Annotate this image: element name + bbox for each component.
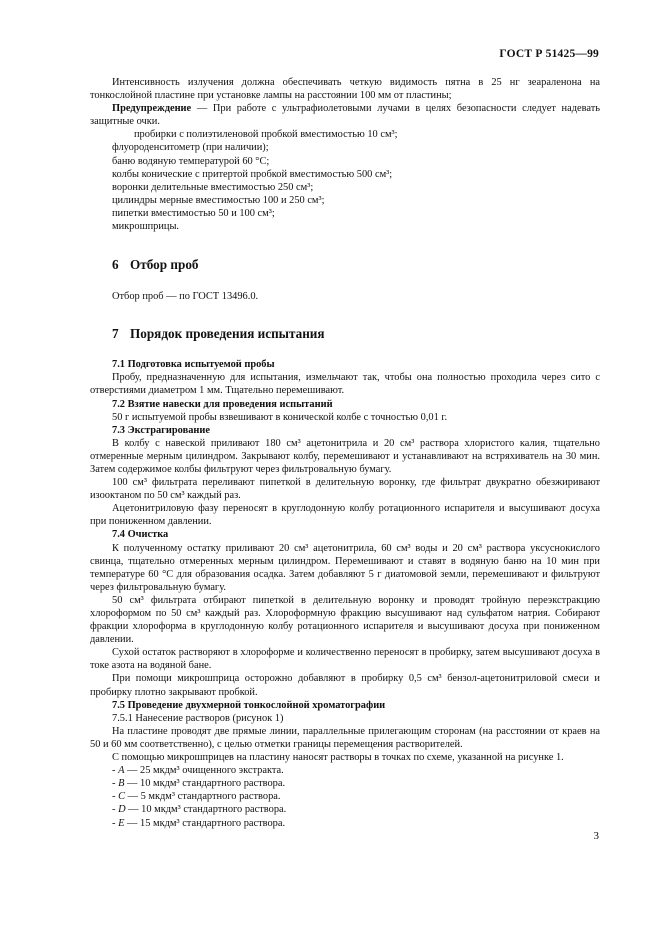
subsection-7-5-1-paragraph: С помощью микрошприцев на пластину наносят растворы в точках по схеме, указанной на рисунке 1. [112, 752, 564, 764]
section-6-title: Отбор проб [130, 257, 199, 273]
list-item: пробирки с полиэтиленовой пробкой вместимостью 10 см³; [134, 129, 398, 141]
subsection-7-1-title: 7.1 Подготовка испытуемой пробы [112, 359, 275, 371]
list-item: флуороденситометр (при наличии); [112, 142, 269, 154]
list-item: колбы конические с притертой пробкой вместимостью 500 см³; [112, 168, 393, 180]
subsection-7-2-title: 7.2 Взятие навески для проведения испытаний [112, 398, 333, 410]
subsection-7-4-paragraph: При помощи микрошприца осторожно добавляют в пробирку 0,5 см³ бензол-ацетонитриловой смеси и пробирку плотно закрывают пробкой. [90, 673, 600, 698]
list-item: цилиндры мерные вместимостью 100 и 250 см³; [112, 194, 325, 206]
subsection-7-2-text: 50 г испытуемой пробы взвешивают в конической колбе с точностью 0,01 г. [112, 411, 448, 423]
list-item: - E — 15 мкдм³ стандартного раствора. [112, 817, 286, 829]
section-6-text: Отбор проб — по ГОСТ 13496.0. [112, 291, 259, 303]
point-letter: B [118, 778, 125, 790]
subsection-7-3-paragraph: 100 см³ фильтрата переливают пипеткой в делительную воронку, где фильтрат двукратно обезжиривают изооктаном по 50 см³ каждый раз. [90, 477, 600, 502]
point-letter: E [118, 817, 125, 829]
point-letter: C [118, 791, 125, 803]
list-item: баню водяную температурой 60 °С; [112, 155, 270, 167]
point-letter: D [118, 804, 126, 816]
section-6-heading [90, 257, 600, 273]
section-7-heading [90, 326, 600, 342]
subsection-7-1-text: Пробу, предназначенную для испытания, измельчают так, чтобы она полностью проходила через сито с отверстиями диаметром 1 мм. Тщательно перемешивают. [90, 372, 600, 397]
list-item: пипетки вместимостью 50 и 100 см³; [112, 207, 275, 219]
list-item: - C — 5 мкдм³ стандартного раствора. [112, 791, 281, 803]
intro-paragraph: Интенсивность излучения должна обеспечивать четкую видимость пятна в 25 нг зеараленона на тонкослойной пластине при установке лампы на расстоянии 100 мм от пластины; [90, 77, 600, 102]
list-item: воронки делительные вместимостью 250 см³; [112, 181, 314, 193]
subsection-7-3-paragraph: Ацетонитриловую фазу переносят в круглодонную колбу ротационного испарителя и высушивают досуха при пониженном давлении. [90, 503, 600, 528]
application-points-list [90, 764, 600, 829]
list-item: - B — 10 мкдм³ стандартного раствора. [112, 778, 286, 790]
subsection-7-4-title: 7.4 Очистка [112, 529, 169, 541]
subsection-7-4-paragraph: К полученному остатку приливают 20 см³ ацетонитрила, 60 см³ воды и 20 см³ раствора уксуснокислого свинца, тщательно отмеренных мерным цилиндром. Перемешивают и ставят в водяную баню на 10 мин при температуре 60 °С для образования осадка. Затем добавляют 5 г диатомовой земли, перемешивают и фильтруют через фильтровальную бумагу. [90, 542, 600, 593]
section-7-title: Порядок проведения испытания [130, 326, 325, 342]
subsection-7-5-1-paragraph: На пластине проводят две прямые линии, параллельные прилегающим сторонам (на расстоянии от краев на 50 и 60 мм соответственно), с целью отметки границы перемещения растворителей. [90, 725, 600, 750]
section-7-number: 7 [112, 326, 119, 342]
warning-text: — При работе с ультрафиолетовыми лучами в целях безопасности следует надевать защитные очки. [90, 103, 600, 128]
subsection-7-4-paragraph: 50 см³ фильтрата отбирают пипеткой в делительную воронку и проводят тройную переэкстракцию хлороформом по 50 см³ каждый раз. Хлороформную фракцию высушивают над сульфатом натрия. Собирают фракции хлороформа в круглодонную колбу ротационного испарителя и высушивают досуха при пониженном давлении. [90, 594, 600, 646]
subsection-7-5-title: 7.5 Проведение двухмерной тонкослойной хроматографии [112, 699, 386, 711]
warning-label: Предупреждение [112, 103, 192, 115]
page-content [90, 76, 600, 830]
subsection-7-3-title: 7.3 Экстрагирование [112, 424, 210, 436]
point-letter: A [118, 765, 125, 777]
list-item: - D — 10 мкдм³ стандартного раствора. [112, 804, 287, 816]
warning-paragraph [90, 102, 600, 128]
subsection-7-4-paragraph: Сухой остаток растворяют в хлороформе и количественно переносят в пробирку, затем высушивают досуха в токе азота на водяной бане. [90, 647, 600, 672]
document-header: ГОСТ Р 51425—99 [499, 48, 599, 60]
page-number: 3 [593, 830, 599, 842]
subsection-7-3-paragraph: В колбу с навеской приливают 180 см³ ацетонитрила и 20 см³ раствора хлористого калия, тщательно отмеренные мерным цилиндром. Закрывают колбу, перемешивают и устанавливают на встряхиватель на 30 мин. Затем содержимое колбы фильтруют через фильтровальную бумагу. [90, 437, 600, 475]
subsection-7-5-1-title: 7.5.1 Нанесение растворов (рисунок 1) [112, 712, 284, 724]
list-item: микрошприцы. [112, 221, 180, 233]
section-6-number: 6 [112, 257, 119, 273]
list-item: - A — 25 мкдм³ очищенного экстракта. [112, 765, 284, 777]
equipment-list [90, 128, 600, 233]
